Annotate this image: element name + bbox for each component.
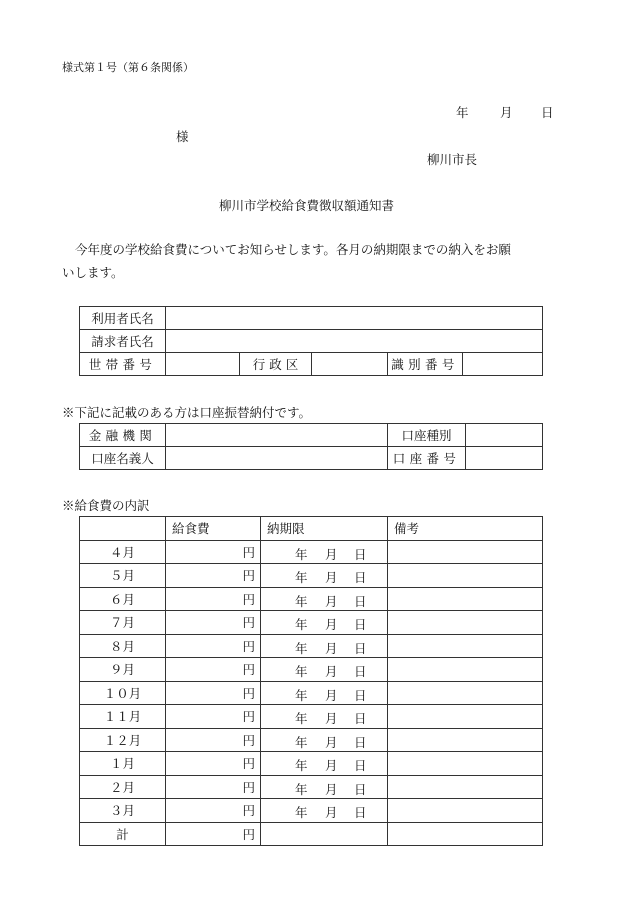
table-row <box>80 705 543 729</box>
due-date-month-label: 月 <box>325 781 338 797</box>
account-type-field[interactable] <box>466 424 543 447</box>
due-date-year-label: 年 <box>295 593 308 609</box>
month-label: ８月 <box>80 634 166 658</box>
institution-field[interactable] <box>166 424 388 447</box>
body-text-line1: 今年度の学校給食費についてお知らせします。各月の納期限までの納入をお願 <box>75 242 511 257</box>
due-date-month-label: 月 <box>325 664 338 679</box>
remarks-cell[interactable] <box>388 799 543 823</box>
table-row <box>80 447 543 470</box>
month-label: ９月 <box>80 658 166 682</box>
due-date-day-label: 日 <box>354 546 367 562</box>
user-name-field[interactable] <box>166 307 543 330</box>
household-number-label: 世帯番号 <box>80 353 166 376</box>
document-title: 柳川市学校給食費徴収額通知書 <box>219 198 395 213</box>
table-row <box>80 587 543 611</box>
remarks-cell[interactable] <box>388 564 543 588</box>
month-label: １１月 <box>80 705 166 729</box>
due-date-day-label: 日 <box>354 617 367 632</box>
month-label: １２月 <box>80 728 166 752</box>
remarks-cell[interactable] <box>388 634 543 658</box>
sender-name: 柳川市長 <box>427 152 478 167</box>
due-date-cell[interactable] <box>261 634 388 658</box>
account-holder-field[interactable] <box>166 447 388 470</box>
due-date-year-label: 年 <box>295 687 308 703</box>
header-due-date: 納期限 <box>261 517 388 541</box>
requester-name-label: 請求者氏名 <box>80 330 166 353</box>
table-row <box>80 353 543 376</box>
due-date-cell[interactable] <box>261 705 388 729</box>
month-label: ２月 <box>80 775 166 799</box>
admin-district-label: 行 政 区 <box>240 353 312 376</box>
due-date-year-label: 年 <box>295 734 308 750</box>
due-date-cell[interactable] <box>261 564 388 588</box>
due-date-day-label: 日 <box>354 570 367 585</box>
due-date-day-label: 日 <box>354 781 367 797</box>
table-row <box>80 752 543 776</box>
due-date-cell[interactable] <box>261 775 388 799</box>
header-fee: 給食費 <box>166 517 261 541</box>
remarks-cell[interactable] <box>388 681 543 705</box>
body-text-line2: いします。 <box>62 265 124 280</box>
table-row <box>80 540 543 564</box>
date-month-label: 月 <box>500 105 513 120</box>
fee-amount-cell[interactable]: 円 <box>166 799 261 823</box>
account-type-label: 口座種別 <box>388 424 466 447</box>
table-row <box>80 424 543 447</box>
remarks-cell[interactable] <box>388 752 543 776</box>
remarks-cell[interactable] <box>388 775 543 799</box>
due-date-cell[interactable] <box>261 658 388 682</box>
due-date-year-label: 年 <box>295 805 308 820</box>
month-label: １０月 <box>80 681 166 705</box>
remarks-cell[interactable] <box>388 587 543 611</box>
due-date-cell[interactable] <box>261 728 388 752</box>
table-row <box>80 611 543 635</box>
table-row <box>80 775 543 799</box>
table-row <box>80 681 543 705</box>
due-date-year-label: 年 <box>295 711 308 726</box>
total-label: 計 <box>80 822 166 846</box>
fee-amount-cell[interactable]: 円 <box>166 611 261 635</box>
remarks-cell[interactable] <box>388 611 543 635</box>
due-date-day-label: 日 <box>354 711 367 726</box>
due-date-month-label: 月 <box>325 640 338 656</box>
table-row <box>80 658 543 682</box>
account-holder-label: 口座名義人 <box>80 447 166 470</box>
due-date-month-label: 月 <box>325 758 338 773</box>
table-row <box>80 307 543 330</box>
recipient-info-table <box>79 306 543 376</box>
due-date-month-label: 月 <box>325 570 338 585</box>
table-row <box>80 634 543 658</box>
table-row <box>80 330 543 353</box>
header-remarks: 備考 <box>388 517 543 541</box>
due-date-year-label: 年 <box>295 758 308 773</box>
month-label: ４月 <box>80 540 166 564</box>
bank-transfer-note: ※下記に記載のある方は口座振替納付です。 <box>62 405 312 420</box>
due-date-day-label: 日 <box>354 734 367 750</box>
month-label: ６月 <box>80 587 166 611</box>
due-date-cell[interactable] <box>261 752 388 776</box>
due-date-year-label: 年 <box>295 640 308 656</box>
remarks-cell[interactable] <box>388 728 543 752</box>
household-number-field[interactable] <box>166 353 240 376</box>
total-amount-cell[interactable]: 円 <box>166 822 261 846</box>
total-remarks-cell <box>388 822 543 846</box>
due-date-cell[interactable] <box>261 540 388 564</box>
due-date-day-label: 日 <box>354 664 367 679</box>
due-date-month-label: 月 <box>325 805 338 820</box>
month-label: ５月 <box>80 564 166 588</box>
fee-amount-cell[interactable]: 円 <box>166 681 261 705</box>
fee-amount-cell[interactable]: 円 <box>166 587 261 611</box>
due-date-year-label: 年 <box>295 546 308 562</box>
due-date-year-label: 年 <box>295 781 308 797</box>
month-label: ７月 <box>80 611 166 635</box>
table-row <box>80 564 543 588</box>
header-blank <box>80 517 166 541</box>
fee-amount-cell[interactable]: 円 <box>166 752 261 776</box>
breakdown-note: ※給食費の内訳 <box>62 498 150 513</box>
due-date-year-label: 年 <box>295 570 308 585</box>
due-date-month-label: 月 <box>325 734 338 750</box>
date-day-label: 日 <box>541 105 554 120</box>
date-year-label: 年 <box>456 105 469 120</box>
fee-breakdown-table <box>79 516 543 846</box>
total-row <box>80 822 543 846</box>
due-date-cell[interactable] <box>261 681 388 705</box>
due-date-month-label: 月 <box>325 546 338 562</box>
table-row <box>80 799 543 823</box>
due-date-cell[interactable] <box>261 799 388 823</box>
due-date-day-label: 日 <box>354 687 367 703</box>
fee-amount-cell[interactable]: 円 <box>166 705 261 729</box>
user-name-label: 利用者氏名 <box>80 307 166 330</box>
fee-amount-cell[interactable]: 円 <box>166 564 261 588</box>
table-header-row <box>80 517 543 541</box>
month-label: １月 <box>80 752 166 776</box>
due-date-month-label: 月 <box>325 711 338 726</box>
due-date-year-label: 年 <box>295 617 308 632</box>
due-date-cell[interactable] <box>261 611 388 635</box>
total-due-cell <box>261 822 388 846</box>
requester-name-field[interactable] <box>166 330 543 353</box>
due-date-cell[interactable] <box>261 587 388 611</box>
remarks-cell[interactable] <box>388 705 543 729</box>
account-number-label: 口座番号 <box>388 447 466 470</box>
remarks-cell[interactable] <box>388 540 543 564</box>
bank-info-table <box>79 423 543 470</box>
account-number-field[interactable] <box>466 447 543 470</box>
fee-amount-cell[interactable]: 円 <box>166 634 261 658</box>
id-number-label: 識別番号 <box>388 353 463 376</box>
due-date-day-label: 日 <box>354 805 367 820</box>
fee-amount-cell[interactable]: 円 <box>166 728 261 752</box>
id-number-field[interactable] <box>463 353 543 376</box>
remarks-cell[interactable] <box>388 658 543 682</box>
due-date-month-label: 月 <box>325 687 338 703</box>
due-date-day-label: 日 <box>354 758 367 773</box>
due-date-month-label: 月 <box>325 617 338 632</box>
due-date-month-label: 月 <box>325 593 338 609</box>
due-date-year-label: 年 <box>295 664 308 679</box>
fee-amount-cell[interactable]: 円 <box>166 658 261 682</box>
due-date-day-label: 日 <box>354 593 367 609</box>
month-label: ３月 <box>80 799 166 823</box>
table-row <box>80 728 543 752</box>
institution-label: 金融機関 <box>80 424 166 447</box>
addressee-suffix: 様 <box>176 129 189 144</box>
fee-amount-cell[interactable]: 円 <box>166 540 261 564</box>
admin-district-field[interactable] <box>312 353 388 376</box>
fee-amount-cell[interactable]: 円 <box>166 775 261 799</box>
form-number: 様式第１号（第６条関係） <box>62 61 194 74</box>
due-date-day-label: 日 <box>354 640 367 656</box>
